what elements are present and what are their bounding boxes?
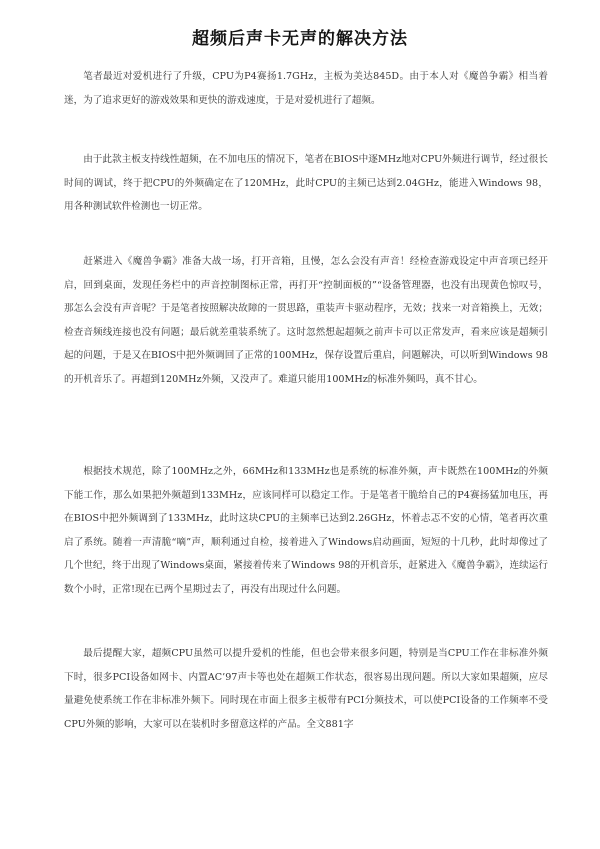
paragraph-133mhz-solution: 根据技术规范，除了100MHz之外，66MHz和133MHz也是系统的标准外频，声卡既然在100MHz的外频下能工作，那么如果把外频超到133MHz，应该同样可以稳定工作。于是笔者干脆给自己的P4赛扬猛加电压，再在BIOS中把外频调到了133MHz，此时这块CPU的主频率已达到2.26GHz，怀着忐忑不安的心情，笔者再次重启了系统。随着一声清脆“嘀”声，顺利通过自检，接着进入了Windows启动画面，短短的十几秒，此时却像过了几个世纪，终于出现了Windows桌面，紧接着传来了Windows 98的开机音乐，赶紧进入《魔兽争霸》，连续运行数个小时，正常!现在已两个星期过去了，再没有出现过什么问题。 [64,466,548,595]
paragraph-no-sound-problem: 赶紧进入《魔兽争霸》准备大战一场，打开音箱，且慢，怎么会没有声音！经检查游戏设定中声音项已经开启，回到桌面，发现任务栏中的声音控制图标正常，再打开“控制面板的”“设备管理器，也没有出现黄色惊叹号，那怎么会没有声音呢？于是笔者按照解决故障的一贯思路，重装声卡驱动程序，无效；找来一对音箱换上，无效；检查音频线连接也没有问题；最后就差重装系统了。这时忽然想起超频之前声卡可以正常发声，看来应该是超频引起的问题，于是又在BIOS中把外频调回了正常的100MHz，保存设置后重启，问题解决，可以听到Windows 98的开机音乐了。再超到120MHz外频，又没声了。难道只能用100MHz的标准外频吗，真不甘心。 [64,256,548,385]
paragraph-upgrade-intro: 笔者最近对爱机进行了升级，CPU为P4赛扬1.7GHz，主板为美达845D。由于本人对《魔兽争霸》相当着迷，为了追求更好的游戏效果和更快的游戏速度，于是对爱机进行了超频。 [64,71,548,106]
page-title: 超频后声卡无声的解决方法 [192,29,408,49]
paragraph-final-advice: 最后提醒大家，超频CPU虽然可以提升爱机的性能，但也会带来很多问题，特别是当CPU工作在非标准外频下时，很多PCI设备如网卡、内置AC’97声卡等也处在超频工作状态，很容易出现问题。所以大家如果超频，应尽量避免使系统工作在非标准外频下。同时现在市面上很多主板带有PCI分频技术，可以使PCI设备的工作频率不受CPU外频的影响，大家可以在装机时多留意这样的产品。全文881字 [64,648,548,730]
paragraph-overclock-settings: 由于此款主板支持线性超频，在不加电压的情况下，笔者在BIOS中逐MHz地对CPU外频进行调节，经过很长时间的调试，终于把CPU的外频确定在了120MHz，此时CPU的主频已达到2.04GHz，能进入Windows 98，用各种测试软件检测也一切正常。 [64,154,548,212]
